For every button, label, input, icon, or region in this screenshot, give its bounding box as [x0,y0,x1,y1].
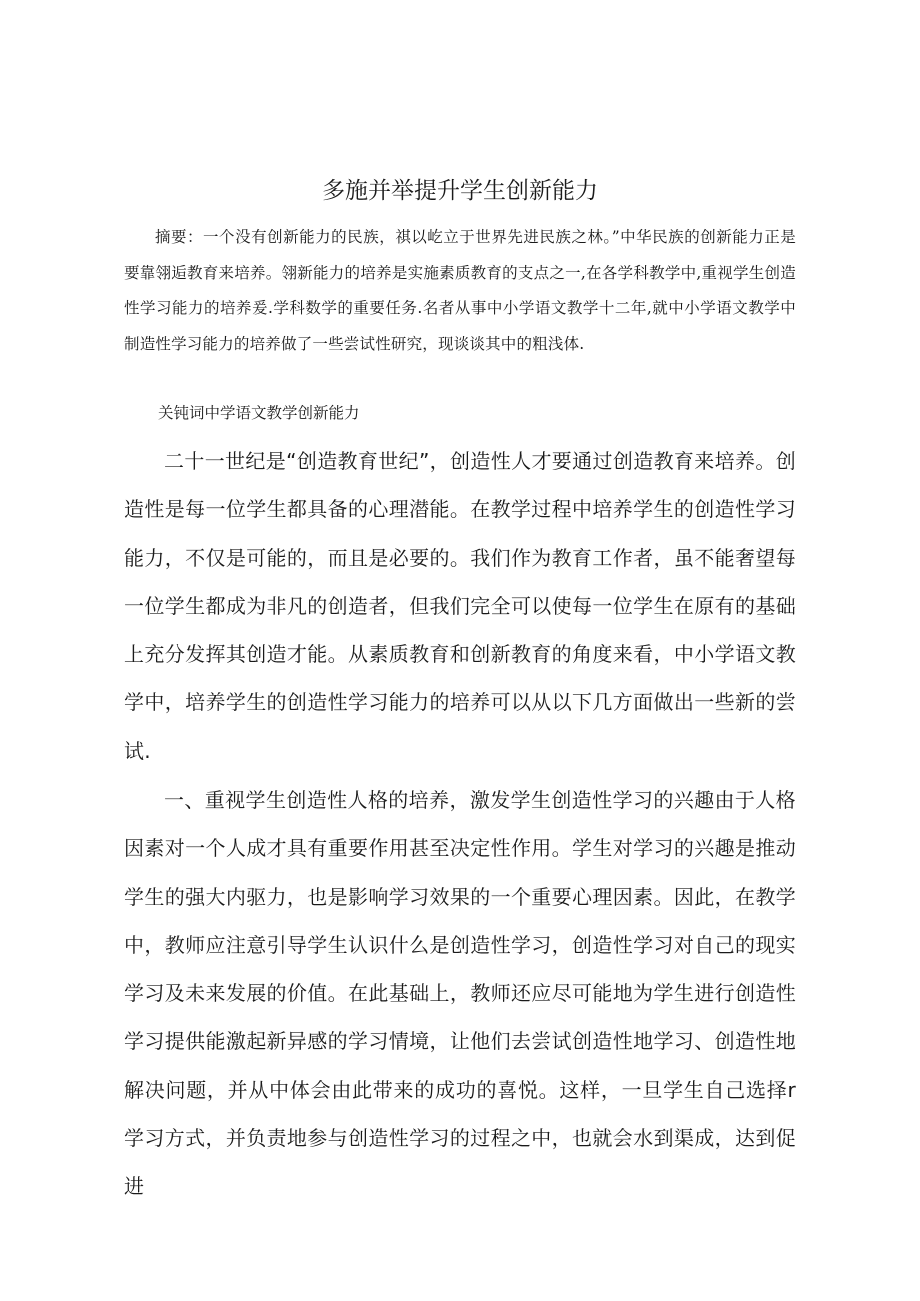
abstract-text: 摘要：一个没有创新能力的民族，祺以屹立于世界先进民族之林。”中华民族的创新能力正是要靠翎逅教育来培养。翎新能力的培养是实施素质教育的支点之一,在各学科教学中,重视学生创造性学习能力的培养爰.学科数学的重要任务.名者从事中小学语文教学十二年,就中小学语文教学中制造性学习能力的培养做了一些尝试性研究，现谈谈其中的粗浅体. [124,228,796,353]
body-paragraph: 二十一世纪是“创造教育世纪”，创造性人才要通过创造教育来培养。创造性是每一位学生都具备的心理潜能。在教学过程中培养学生的创造性学习能力，不仅是可能的，而且是必要的。我们作为教育工作者，虽不能奢望每一位学生都成为非凡的创造者，但我们完全可以使每一位学生在原有的基础上充分发挥其创造才能。从素质教育和创新教育的角度来看，中小学语文教学中，培养学生的创造性学习能力的培养可以从以下几方面做出一些新的尝试. [124,449,796,763]
keywords-line: 关钝词中学语文教学创新能力 [158,404,360,422]
document-title: 多施并举提升学生创新能力 [322,178,598,204]
body-paragraph: 一、重视学生创造性人格的培养，激发学生创造性学习的兴趣由于人格因素对一个人成才具有重要作用甚至决定性作用。学生对学习的兴趣是推动学生的强大内驱力，也是影响学习效果的一个重要心理因素。因此，在教学中，教师应注意引导学生认识什么是创造性学习，创造性学习对自己的现实学习及未来发展的价值。在此基础上，教师还应尽可能地为学生进行创造性学习提供能激起新异感的学习情境，让他们去尝试创造性地学习、创造性地解决问题，并从中体会由此带来的成功的喜悦。这样，一旦学生自己选择r学习方式，并负责地参与创造性学习的过程之中，也就会水到渠成，达到促进 [124,788,796,1199]
